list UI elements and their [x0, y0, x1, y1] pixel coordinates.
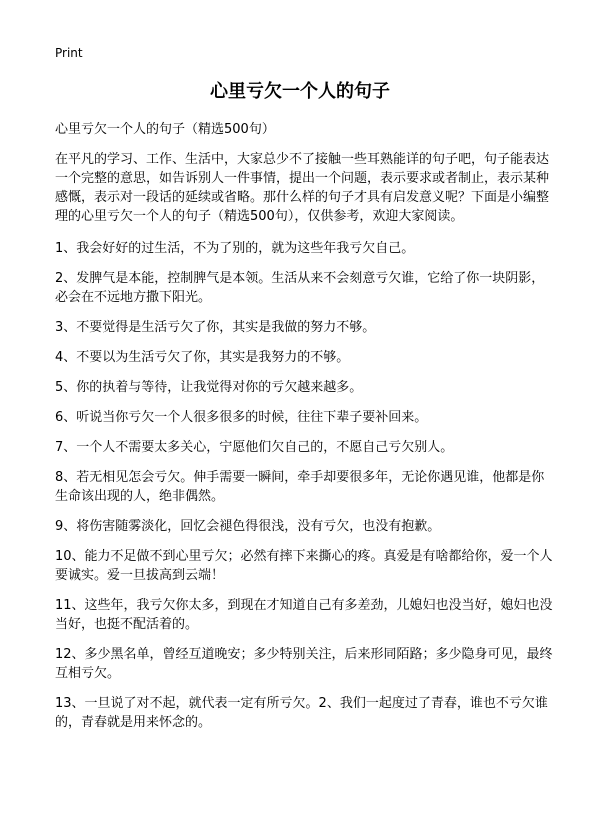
page-title: 心里亏欠一个人的句子 — [210, 81, 390, 102]
sentence-item: 9、将伤害随雾淡化，回忆会褪色得很浅，没有亏欠，也没有抱歉。 — [55, 519, 441, 534]
article-body — [55, 150, 555, 743]
sentence-item: 8、若无相见怎会亏欠。伸手需要一瞬间，牵手却要很多年，无论你遇见谁，他都是你生命该出现的人，绝非偶然。 — [55, 470, 545, 504]
sentence-item: 12、多少黑名单，曾经互道晚安；多少特别关注，后来形同陌路；多少隐身可见，最终互相亏欠。 — [55, 647, 553, 681]
sentence-item: 2、发脾气是本能，控制脾气是本领。生活从来不会刻意亏欠谁，它给了你一块阴影，必会在不远地方撒下阳光。 — [55, 271, 545, 305]
document-subtitle: 心里亏欠一个人的句子（精选500句） — [55, 122, 275, 137]
sentence-item: 3、不要觉得是生活亏欠了你，其实是我做的努力不够。 — [55, 320, 376, 335]
sentence-item: 11、这些年，我亏欠你太多，到现在才知道自己有多差劲，儿媳妇也没当好，媳妇也没当好，也挺不配活着的。 — [55, 598, 553, 632]
sentence-item: 13、一旦说了对不起，就代表一定有所亏欠。2、我们一起度过了青春，谁也不亏欠谁的，青春就是用来怀念的。 — [55, 696, 548, 730]
sentence-item: 6、听说当你亏欠一个人很多很多的时候，往往下辈子要补回来。 — [55, 410, 428, 425]
sentence-item: 1、我会好好的过生活，不为了别的，就为这些年我亏欠自己。 — [55, 241, 415, 256]
intro-paragraph: 在平凡的学习、工作、生活中，大家总少不了接触一些耳熟能详的句子吧，句子能表达一个完整的意思，如告诉别人一件事情，提出一个问题，表示要求或者制止，表示某种感慨，表示对一段话的延续或省略。那什么样的句子才具有启发意义呢？下面是小编整理的心里亏欠一个人的句子（精选500句），仅供参考，欢迎大家阅读。 — [55, 152, 550, 224]
sentence-item: 5、你的执着与等待，让我觉得对你的亏欠越来越多。 — [55, 380, 363, 395]
sentence-item: 4、不要以为生活亏欠了你，其实是我努力的不够。 — [55, 350, 350, 365]
sentence-item: 7、一个人不需要太多关心，宁愿他们欠自己的，不愿自己亏欠别人。 — [55, 440, 454, 455]
sentence-item: 10、能力不足做不到心里亏欠；必然有摔下来撕心的疼。真爱是有啥都给你，爱一个人要诚实。爱一旦拔高到云端！ — [55, 549, 553, 583]
print-link[interactable]: Print — [55, 46, 83, 60]
